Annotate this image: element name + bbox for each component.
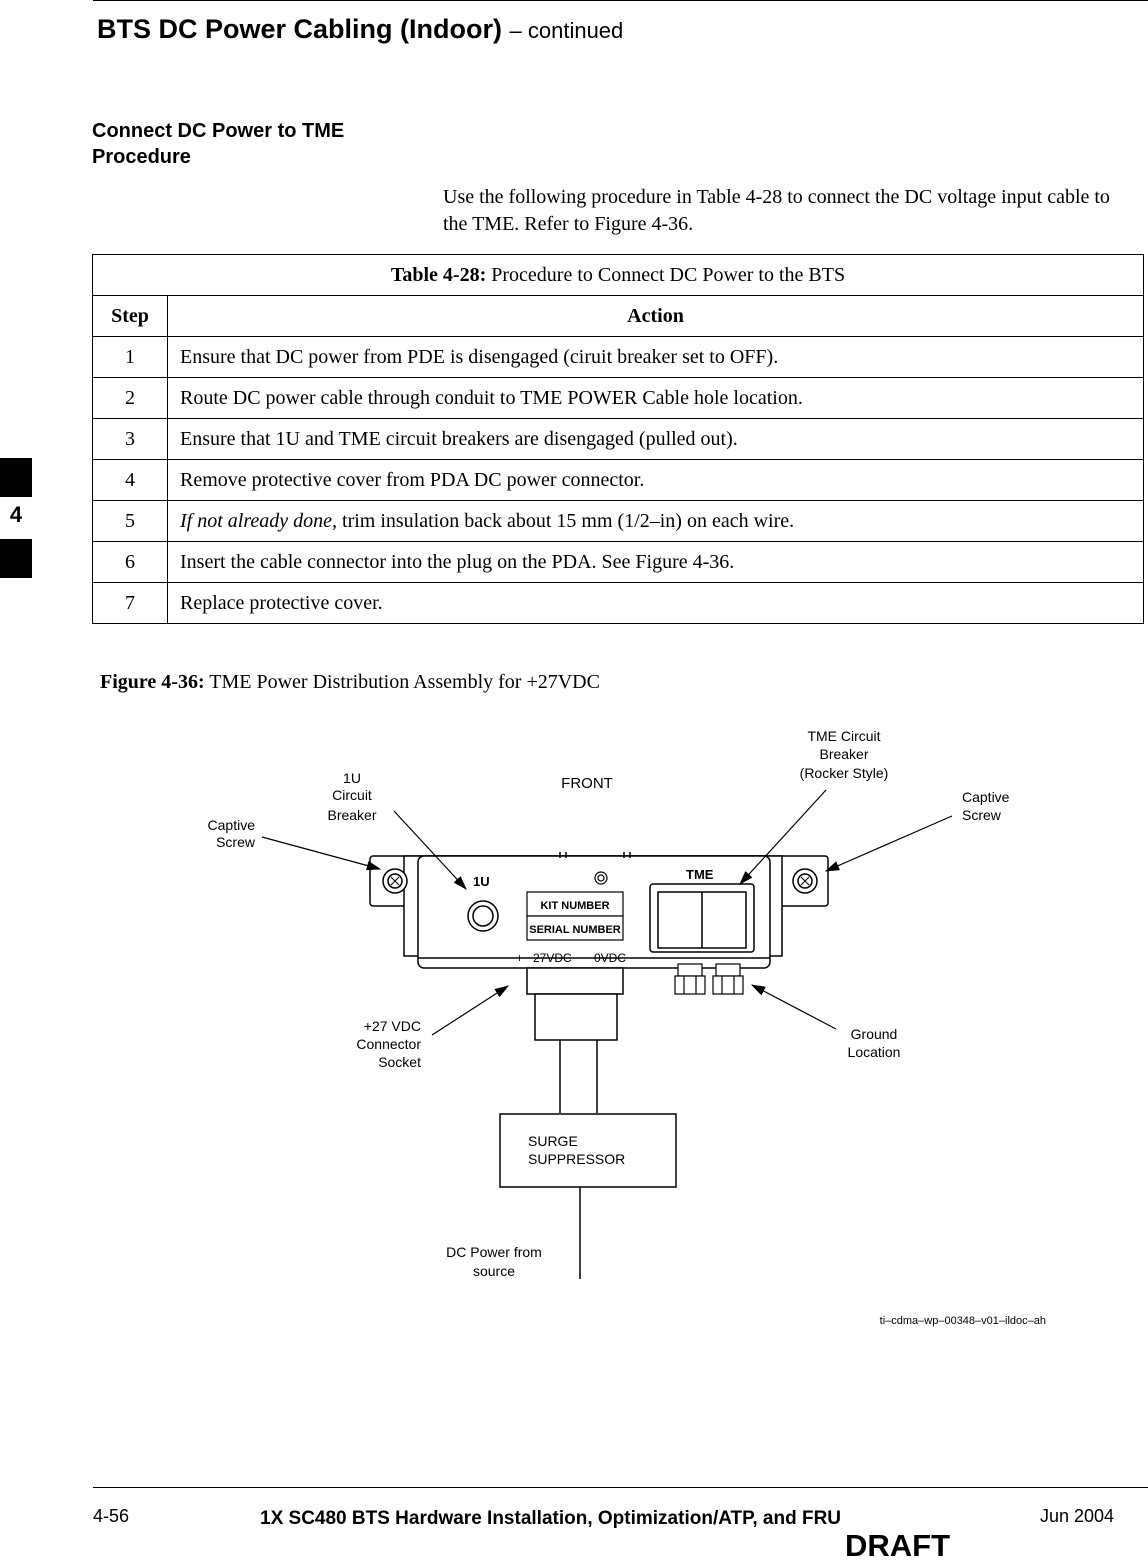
captive-screw-left-arrow xyxy=(262,837,380,869)
step-number: 3 xyxy=(93,419,168,460)
tme-rocker-breaker xyxy=(650,884,754,952)
captive-screw-right-label-1: Captive xyxy=(962,789,1010,805)
captive-screw-left-label-2: Screw xyxy=(216,834,255,850)
footer-title: 1X SC480 BTS Hardware Installation, Optimization/ATP, and FRU xyxy=(260,1508,842,1529)
tme-breaker-label-2: Breaker xyxy=(819,746,869,762)
footer-rule xyxy=(93,1487,1148,1488)
step-action: Remove protective cover from PDA DC power connector. xyxy=(168,460,1144,501)
header-title: BTS DC Power Cabling (Indoor) xyxy=(97,14,502,44)
step-action: Route DC power cable through conduit to TME POWER Cable hole location. xyxy=(168,378,1144,419)
front-label: FRONT xyxy=(561,775,613,792)
step-number: 7 xyxy=(93,583,168,624)
draft-watermark: DRAFT xyxy=(845,1528,951,1563)
connector-label-3: Socket xyxy=(378,1054,421,1070)
table-caption-label: Table 4-28: xyxy=(390,263,487,286)
vdc27-label: 27VDC xyxy=(533,951,572,965)
captive-screw-right xyxy=(793,869,817,893)
step-action: Replace protective cover. xyxy=(168,583,1144,624)
section-title-line1: Connect DC Power to TME xyxy=(92,120,345,142)
step-action-emphasis: If not already done, xyxy=(180,509,338,532)
breaker-1u-label-3: Breaker xyxy=(327,807,377,823)
column-header-action: Action xyxy=(168,296,1144,337)
step-number: 2 xyxy=(93,378,168,419)
center-screw xyxy=(595,872,607,884)
section-title-line2: Procedure xyxy=(92,146,191,168)
dc-connector xyxy=(527,968,623,1113)
breaker-1u-label-1: 1U xyxy=(343,770,361,786)
step-number: 6 xyxy=(93,542,168,583)
surge-label-1: SURGE xyxy=(528,1133,578,1149)
tme-breaker-label-3: (Rocker Style) xyxy=(799,765,889,781)
captive-screw-left-label-1: Captive xyxy=(207,817,255,833)
ground-label-1: Ground xyxy=(850,1026,898,1042)
surge-label-2: SUPPRESSOR xyxy=(528,1151,626,1167)
breaker-1u-label-2: Circuit xyxy=(332,787,372,803)
vdc0-label: 0VDC xyxy=(594,951,627,965)
step-number: 1 xyxy=(93,337,168,378)
ground-arrow xyxy=(752,985,836,1029)
header-continued: – continued xyxy=(509,18,624,43)
panel-label-1u: 1U xyxy=(473,874,490,889)
chapter-tab-number: 4 xyxy=(9,502,23,527)
breaker-1u xyxy=(468,901,498,931)
tme-breaker-label-1: TME Circuit xyxy=(807,728,881,744)
column-header-step: Step xyxy=(93,296,168,337)
step-action-text: trim insulation back about 15 mm (1/2–in) on each wire. xyxy=(337,509,795,532)
intro-paragraph: Use the following procedure in Table 4-28 to connect the DC voltage input cable to the TME. Refer to Figure 4-36. xyxy=(443,186,1110,235)
table-caption-text: Procedure to Connect DC Power to the BTS xyxy=(486,263,846,286)
serial-number-label: SERIAL NUMBER xyxy=(529,924,621,936)
footer-date: Jun 2004 xyxy=(1040,1506,1115,1526)
connector-arrow xyxy=(432,986,508,1035)
step-action: Insert the cable connector into the plug on the PDA. See Figure 4-36. xyxy=(168,542,1144,583)
dc-source-label-2: source xyxy=(472,1263,516,1279)
page-number: 4-56 xyxy=(93,1506,130,1526)
captive-screw-right-label-2: Screw xyxy=(962,807,1001,823)
ground-label-2: Location xyxy=(847,1044,901,1060)
step-action: Ensure that DC power from PDE is disengaged (ciruit breaker set to OFF). xyxy=(168,337,1144,378)
step-number: 4 xyxy=(93,460,168,501)
panel-label-tme: TME xyxy=(686,867,714,882)
figure-id: ti–cdma–wp–00348–v01–ildoc–ah xyxy=(879,1315,1046,1327)
step-number: 5 xyxy=(93,501,168,542)
step-action: Ensure that 1U and TME circuit breakers are disengaged (pulled out). xyxy=(168,419,1144,460)
figure-caption-text: TME Power Distribution Assembly for +27VDC xyxy=(204,671,600,693)
captive-screw-left xyxy=(383,869,407,893)
captive-screw-right-arrow xyxy=(826,816,952,871)
figure-caption-label: Figure 4-36: xyxy=(100,671,205,693)
connector-label-1: +27 VDC xyxy=(363,1018,421,1034)
dc-source-label-1: DC Power from xyxy=(446,1244,542,1260)
kit-number-label: KIT NUMBER xyxy=(540,900,610,912)
plus-label: + xyxy=(516,951,524,965)
connector-label-2: Connector xyxy=(356,1036,421,1052)
